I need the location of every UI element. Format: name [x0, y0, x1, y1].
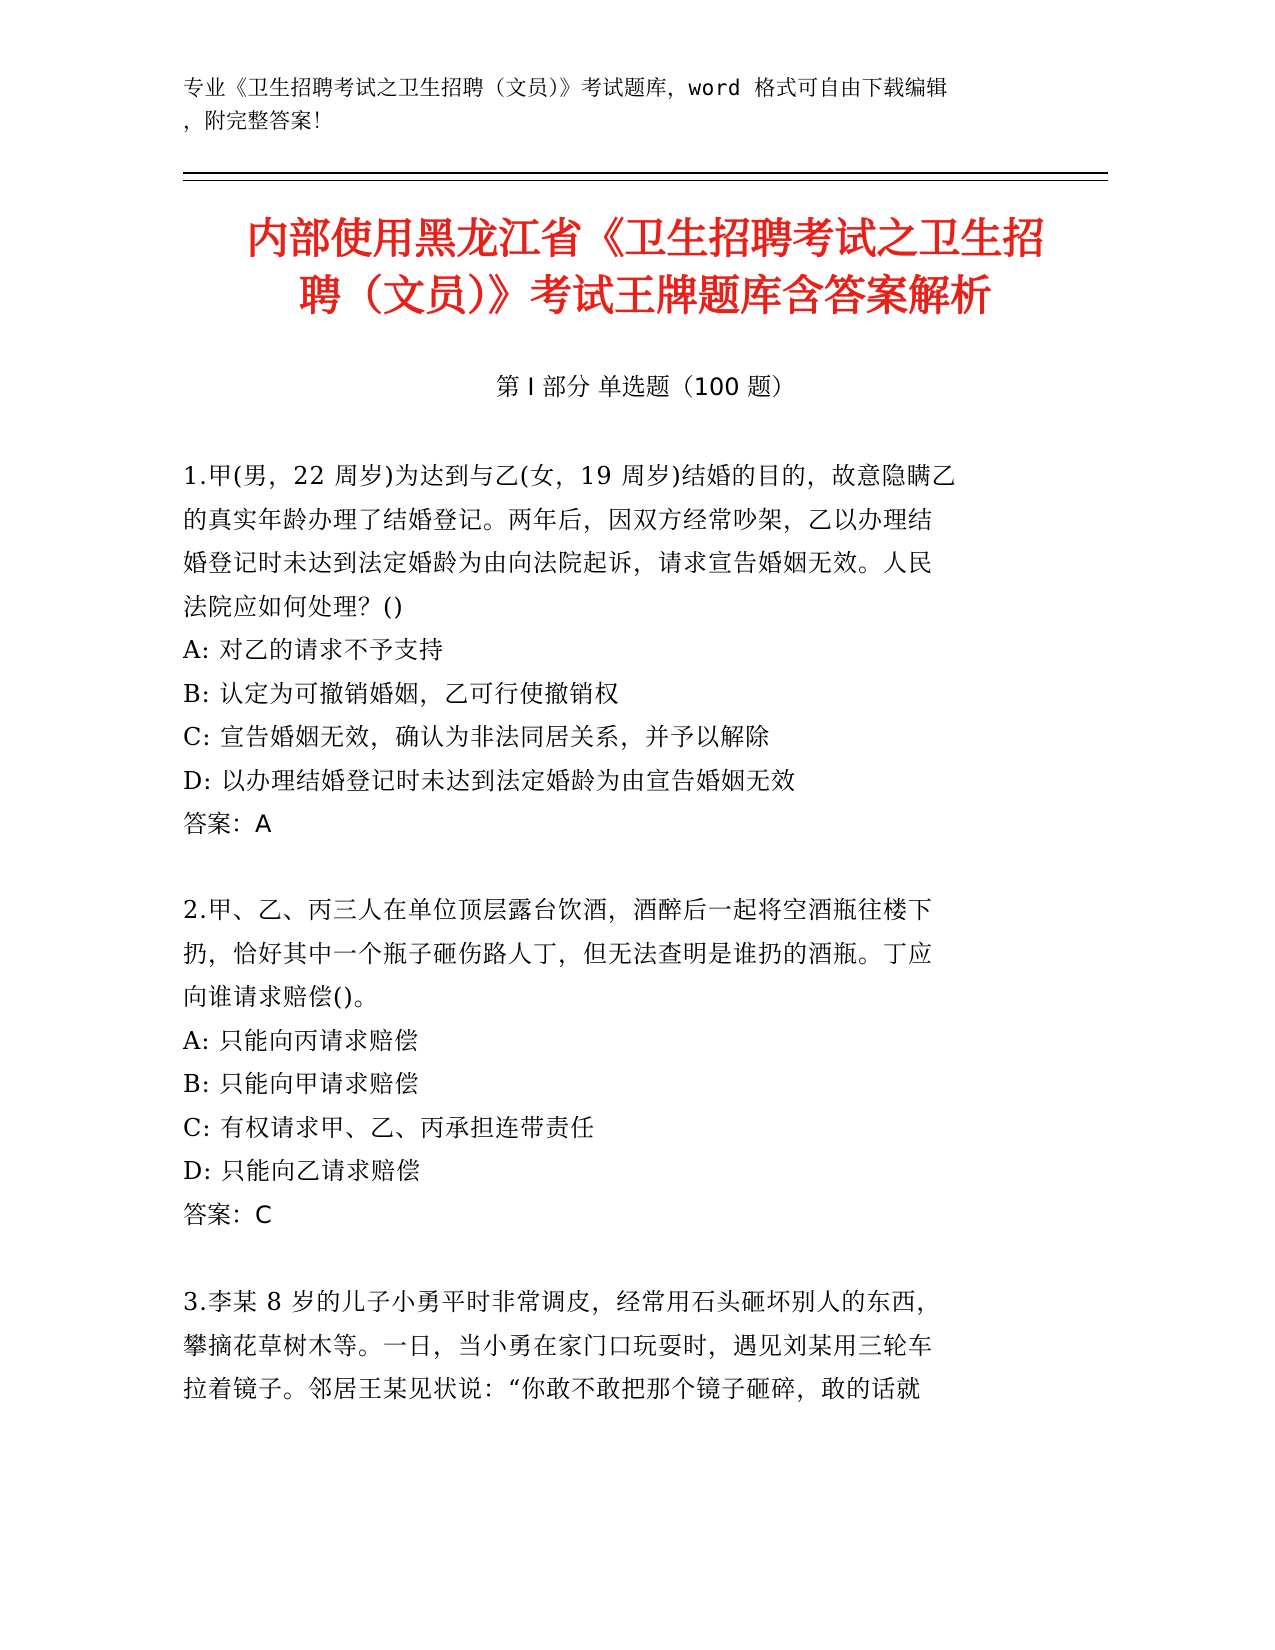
answer-line: 答案：A [183, 810, 272, 838]
option-b: B: 只能向甲请求赔偿 [183, 1070, 420, 1098]
header-rule-thick [183, 172, 1108, 174]
question-stem-line: 3.李某 8 岁的儿子小勇平时非常调皮，经常用石头砸坏别人的东西， [183, 1288, 942, 1316]
question-stem-line: 的真实年龄办理了结婚登记。两年后，因双方经常吵架，乙以办理结 [183, 505, 933, 534]
option-d: D: 只能向乙请求赔偿 [183, 1157, 421, 1185]
question-stem-line: 拉着镜子。邻居王某见状说：“你敢不敢把那个镜子砸碎，敢的话就 [183, 1375, 922, 1403]
question-2 [183, 889, 1043, 1237]
answer-line: 答案：C [183, 1200, 272, 1229]
section-heading: 第 I 部分 单选题（100 题） [495, 373, 796, 401]
question-3 [183, 1281, 1043, 1412]
question-stem-line: 向谁请求赔偿()。 [183, 983, 379, 1011]
option-a: A: 对乙的请求不予支持 [183, 636, 445, 664]
option-c: C: 宣告婚姻无效，确认为非法同居关系，并予以解除 [183, 723, 771, 751]
option-d: D: 以办理结婚登记时未达到法定婚龄为由宣告婚姻无效 [183, 766, 796, 795]
question-stem-line: 扔，恰好其中一个瓶子砸伤路人丁，但无法查明是谁扔的酒瓶。丁应 [183, 939, 933, 968]
option-b: B: 认定为可撤销婚姻，乙可行使撤销权 [183, 679, 620, 708]
question-stem-line: 法院应如何处理？() [183, 592, 404, 621]
document-title-line: 聘（文员）》考试王牌题库含答案解析 [298, 271, 992, 320]
document-title-line: 内部使用黑龙江省《卫生招聘考试之卫生招 [246, 214, 1045, 263]
document-title [183, 210, 1108, 324]
header-note-line: ，附完整答案！ [183, 109, 334, 133]
header-rule-thin [183, 180, 1108, 181]
question-stem-line: 1.甲(男，22 周岁)为达到与乙(女，19 周岁)结婚的目的，故意隐瞒乙 [183, 462, 957, 490]
question-stem-line: 2.甲、乙、丙三人在单位顶层露台饮酒，酒醉后一起将空酒瓶往楼下 [183, 896, 933, 924]
question-stem-line: 攀摘花草树木等。一日，当小勇在家门口玩耍时，遇见刘某用三轮车 [183, 1331, 933, 1360]
option-c: C: 有权请求甲、乙、丙承担连带责任 [183, 1113, 596, 1142]
header-note-line: 专业《卫生招聘考试之卫生招聘（文员）》考试题库，word 格式可自由下载编辑 [183, 76, 948, 100]
question-stem-line: 婚登记时未达到法定婚龄为由向法院起诉，请求宣告婚姻无效。人民 [183, 549, 933, 577]
header-note [183, 72, 1043, 138]
option-a: A: 只能向丙请求赔偿 [183, 1026, 420, 1055]
question-1 [183, 455, 1043, 847]
